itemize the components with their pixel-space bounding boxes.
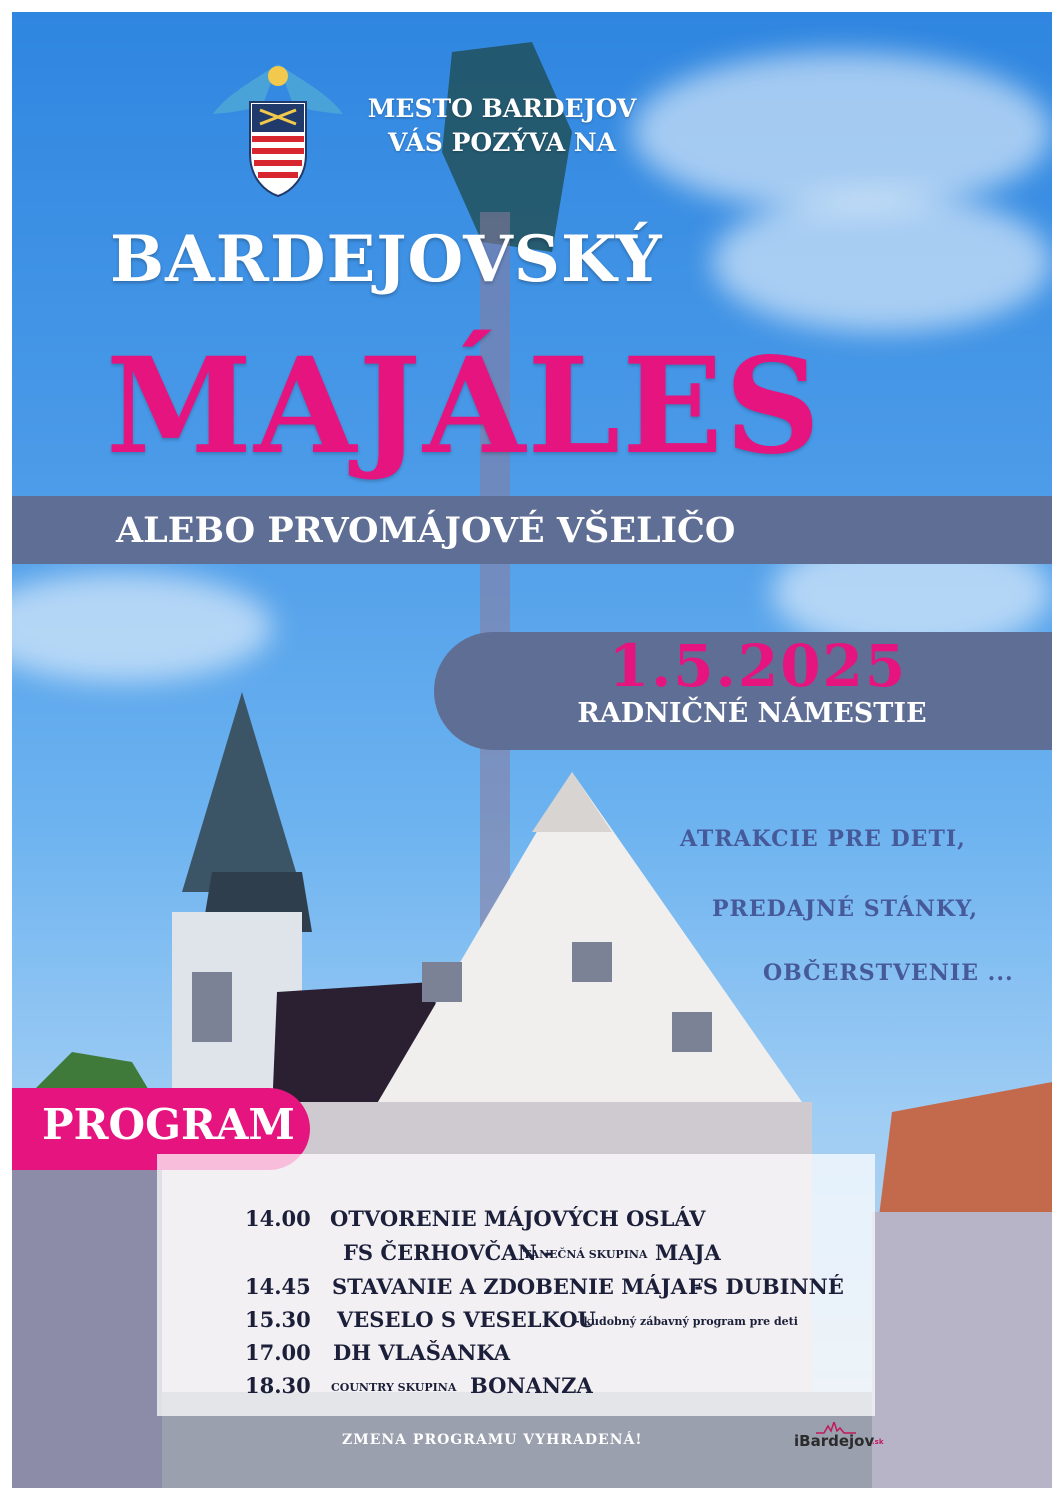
program-row xyxy=(157,1373,875,1403)
program-extra: BONANZA xyxy=(470,1373,593,1398)
program-text: FS ČERHOVČAN - xyxy=(343,1240,553,1265)
program-small: COUNTRY SKUPINA xyxy=(331,1381,457,1394)
intro-text xyxy=(352,92,652,160)
bardejov-coat-of-arms-logo xyxy=(208,54,348,204)
intro-line-1: MESTO BARDEJOV xyxy=(367,94,637,123)
event-place: RADNIČNÉ NÁMESTIE xyxy=(577,698,927,729)
logo-suffix: .sk xyxy=(872,1438,884,1446)
title-line-1: BARDEJOVSKÝ xyxy=(110,222,663,297)
attraction-3: OBČERSTVENIE ... xyxy=(763,960,1014,986)
program-row xyxy=(157,1274,875,1304)
program-extra: FS DUBINNÉ xyxy=(688,1274,844,1299)
title-line-2: MAJÁLES xyxy=(106,329,823,484)
ibardejov-logo xyxy=(794,1422,884,1452)
footer-note: ZMENA PROGRAMU VYHRADENÁ! xyxy=(342,1432,643,1448)
attraction-1: ATRAKCIE PRE DETI, xyxy=(680,826,966,852)
poster xyxy=(12,12,1052,1488)
program-text: STAVANIE A ZDOBENIE MÁJA - xyxy=(332,1274,704,1299)
program-row xyxy=(157,1340,875,1370)
program-row xyxy=(157,1240,875,1270)
program-small: TANEČNÁ SKUPINA xyxy=(523,1248,648,1261)
logo-text: iBardejov xyxy=(794,1432,875,1450)
program-row xyxy=(157,1307,875,1337)
subtitle: ALEBO PRVOMÁJOVÉ VŠELIČO xyxy=(116,510,736,551)
program-list xyxy=(157,1154,875,1416)
program-row xyxy=(157,1206,875,1236)
program-heading: PROGRAM xyxy=(42,1100,295,1149)
program-time: 15.30 xyxy=(245,1307,311,1332)
program-text: DH VLAŠANKA xyxy=(333,1340,511,1365)
program-text: VESELO S VESELKOU xyxy=(337,1307,596,1332)
program-time: 14.45 xyxy=(245,1274,311,1299)
subtitle-bar xyxy=(12,496,1052,564)
event-date: 1.5.2025 xyxy=(608,632,908,700)
program-text: OTVORENIE MÁJOVÝCH OSLÁV xyxy=(330,1206,706,1231)
program-time: 14.00 xyxy=(245,1206,311,1231)
program-extra: MAJA xyxy=(655,1240,721,1265)
program-time: 17.00 xyxy=(245,1340,311,1365)
program-small: - kudobný zábavný program pre deti xyxy=(575,1315,798,1328)
attraction-2: PREDAJNÉ STÁNKY, xyxy=(712,896,978,922)
intro-line-2: VÁS POZÝVA NA xyxy=(387,128,617,157)
program-time: 18.30 xyxy=(245,1373,311,1398)
